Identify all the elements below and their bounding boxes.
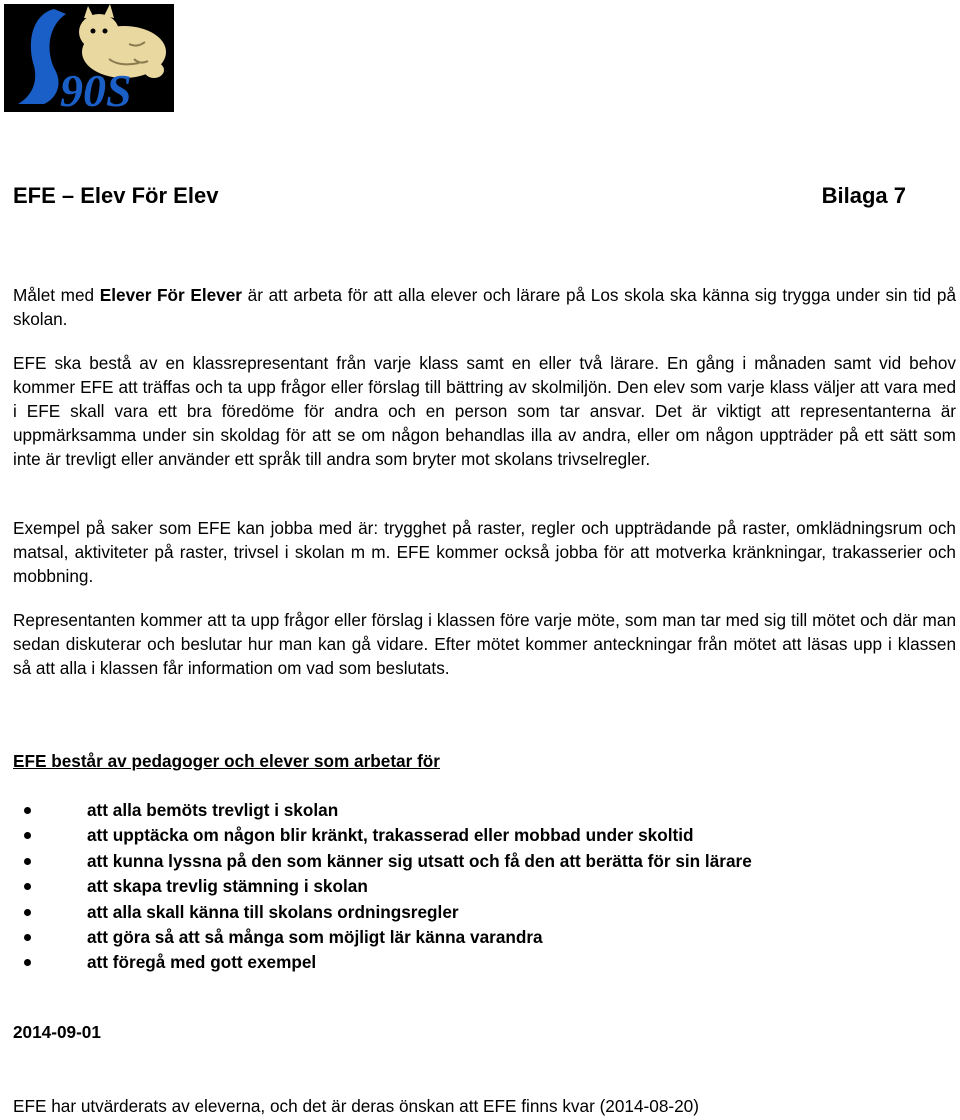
bullet-icon: [24, 909, 31, 916]
school-logo: [4, 4, 174, 112]
bullet-icon: [24, 832, 31, 839]
paragraph-text: är att arbeta för att alla elever och lärare på Los skola ska känna sig trygga under sin tid på skolan.: [13, 285, 956, 329]
paragraph-text: Målet med: [13, 285, 100, 305]
paragraph-composition: EFE ska bestå av en klassrepresentant från varje klass samt en eller två lärare. En gång i månaden samt vid behov kommer EFE att träffas och ta upp frågor eller förslag till bättring av skolmiljön. Den elev som varje klass väljer att vara med i EFE skall vara ett bra föredöme för andra och en person som tar ansvar. Det är viktigt att representanterna är uppmärksamma under sin skoldag för att se om någon behandlas illa av andra, eller om någon uppträder på ett sätt som inte är trevligt eller använder ett språk till andra som bryter mot skolans trivselregler.: [13, 353, 956, 469]
bullet-icon: [24, 934, 31, 941]
paragraph-purpose: [13, 283, 956, 331]
list-item-text: att kunna lyssna på den som känner sig utsatt och få den att berätta för sin lärare: [87, 850, 752, 871]
list-item-text: att föregå med gott exempel: [87, 952, 317, 973]
logo-text: 90S: [60, 65, 132, 112]
evaluation-note: EFE har utvärderats av eleverna, och det är deras önskan att EFE finns kvar (2014-08-20): [13, 1096, 699, 1116]
document-title: EFE – Elev För Elev: [13, 183, 219, 208]
list-item-text: att alla skall känna till skolans ordningsregler: [87, 901, 459, 922]
bullet-icon: [24, 883, 31, 890]
paragraph-examples: Exempel på saker som EFE kan jobba med är: trygghet på raster, regler och uppträdande på raster, omklädningsrum och matsal, aktiviteter på raster, trivsel i skolan m m. EFE kommer också jobba för att motverka kränkningar, trakasserier och mobbning.: [13, 518, 956, 586]
list-item-text: att upptäcka om någon blir kränkt, trakasserad eller mobbad under skoltid: [87, 825, 694, 846]
lynx-logo-icon: [4, 4, 174, 112]
bullet-icon: [24, 807, 31, 814]
list-item-text: att skapa trevlig stämning i skolan: [87, 876, 368, 897]
section-heading: EFE består av pedagoger och elever som arbetar för: [13, 751, 440, 771]
list-item-text: att göra så att så många som möjligt lär känna varandra: [87, 926, 543, 947]
bullet-icon: [24, 959, 31, 966]
list-item-text: att alla bemöts trevligt i skolan: [87, 800, 339, 820]
appendix-label: Bilaga 7: [821, 183, 906, 208]
document-date: 2014-09-01: [13, 1022, 101, 1042]
paragraph-process: Representanten kommer att ta upp frågor eller förslag i klassen före varje möte, som man tar med sig till mötet och där man sedan diskuterar och beslutar hur man kan gå vidare. Efter mötet kommer anteckningar från mötet att läsas upp i klassen så att alla i klassen får information om vad som beslutats.: [13, 610, 956, 678]
document-header: [13, 183, 906, 209]
bullet-icon: [24, 858, 31, 865]
program-name-bold: Elever För Elever: [99, 285, 242, 305]
